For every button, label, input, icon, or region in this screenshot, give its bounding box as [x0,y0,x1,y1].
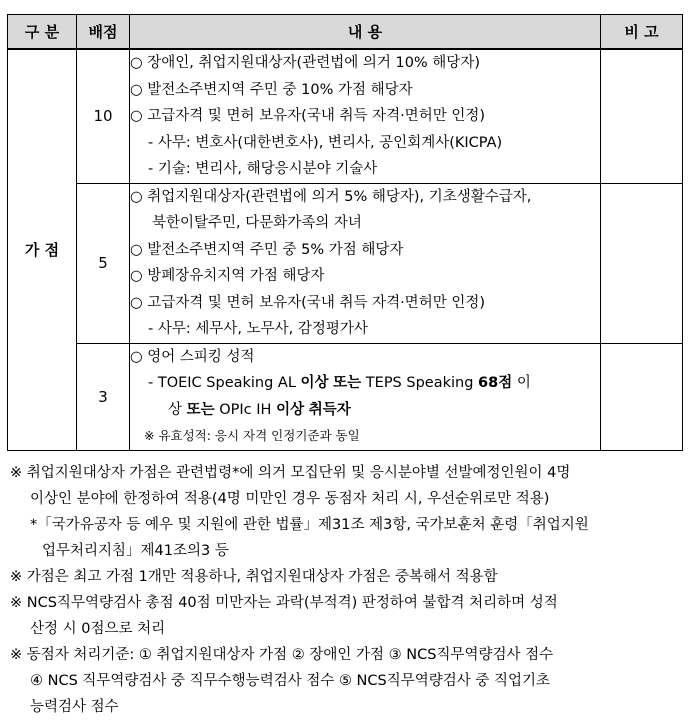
footnote-line: ※ 동점자 처리기준: ① 취업지원대상자 가점 ② 장애인 가점 ③ NCS직무역량검사 점수 [10,647,554,663]
header-points: 배점 [77,15,130,50]
content-line: 북한이탈주민, 다문화가족의 자녀 [152,215,362,231]
footnote-line: 업무처리지침」제41조의3 등 [42,543,229,559]
points-cell: 10 [77,49,130,183]
remarks-cell [601,343,683,450]
content-cell [130,49,601,183]
remarks-cell [601,183,683,343]
table-row [8,343,683,450]
content-line: - 기술: 변리사, 해당응시분야 기술사 [148,161,378,177]
footnote-line: ※ NCS직무역량검사 총점 40점 미만자는 과락(부적격) 판정하여 불합격 처리하며 성적 [10,595,558,611]
footnote-line: ④ NCS 직무역량검사 중 직무수행능력검사 점수 ⑤ NCS직무역량검사 중 직업기초 [30,673,551,689]
table-row [8,183,683,343]
footnote-line: 산정 시 0점으로 처리 [30,621,166,637]
category-cell: 가 점 [8,49,77,450]
content-line: - 사무: 변호사(대한변호사), 변리사, 공인회계사(KICPA) [148,134,503,151]
footnotes [10,460,682,720]
content-line: - 사무: 세무사, 노무사, 감정평가사 [148,321,368,337]
remarks-cell [601,49,683,183]
content-line: ○ 고급자격 및 면허 보유자(국내 취득 자격·면허만 인정) [130,294,485,311]
content-line: ○ 영어 스피킹 성적 [130,348,255,365]
content-line: ○ 취업지원대상자(관련법에 의거 5% 해당자), 기초생활수급자, [130,188,532,205]
content-line: ○ 장애인, 취업지원대상자(관련법에 의거 10% 해당자) [130,55,480,71]
bonus-points-table [7,14,683,451]
content-line: ○ 발전소주변지역 주민 중 5% 가점 해당자 [130,241,404,258]
footnote-line: 이상인 분야에 한정하여 적용(4명 미만인 경우 동점자 처리 시, 우선순위로만 적용) [30,491,550,507]
content-line: ○ 발전소주변지역 주민 중 10% 가점 해당자 [130,81,413,98]
content-line: ○ 고급자격 및 면허 보유자(국내 취득 자격·면허만 인정) [130,108,485,124]
content-cell [130,343,601,450]
content-line: ○ 방폐장유치지역 가점 해당자 [130,268,325,284]
footnote-line: ※ 가점은 최고 가점 1개만 적용하나, 취업지원대상자 가점은 중복해서 적용함 [10,569,498,585]
header-content: 내 용 [130,15,601,50]
content-note: ※ 유효성적: 응시 자격 인정기준과 동일 [144,428,360,443]
table-row [8,49,683,183]
footnote-line: 능력검사 점수 [30,699,119,715]
content-line: 상 또는 OPIc IH 이상 취득자 [168,401,351,418]
header-remarks: 비 고 [601,15,683,50]
points-cell: 5 [77,183,130,343]
footnote-line: *「국가유공자 등 예우 및 지원에 관한 법률」제31조 제3항, 국가보훈처 훈령「취업지원 [30,517,589,533]
content-line: - TOEIC Speaking AL 이상 또는 TEPS Speaking 68점 이 [148,375,531,391]
header-category: 구 분 [8,15,77,50]
points-cell: 3 [77,343,130,450]
footnote-line: ※ 취업지원대상자 가점은 관련법령*에 의거 모집단위 및 응시분야별 선발예정인원이 4명 [10,465,571,481]
table-header-row [8,15,683,50]
content-cell [130,183,601,343]
